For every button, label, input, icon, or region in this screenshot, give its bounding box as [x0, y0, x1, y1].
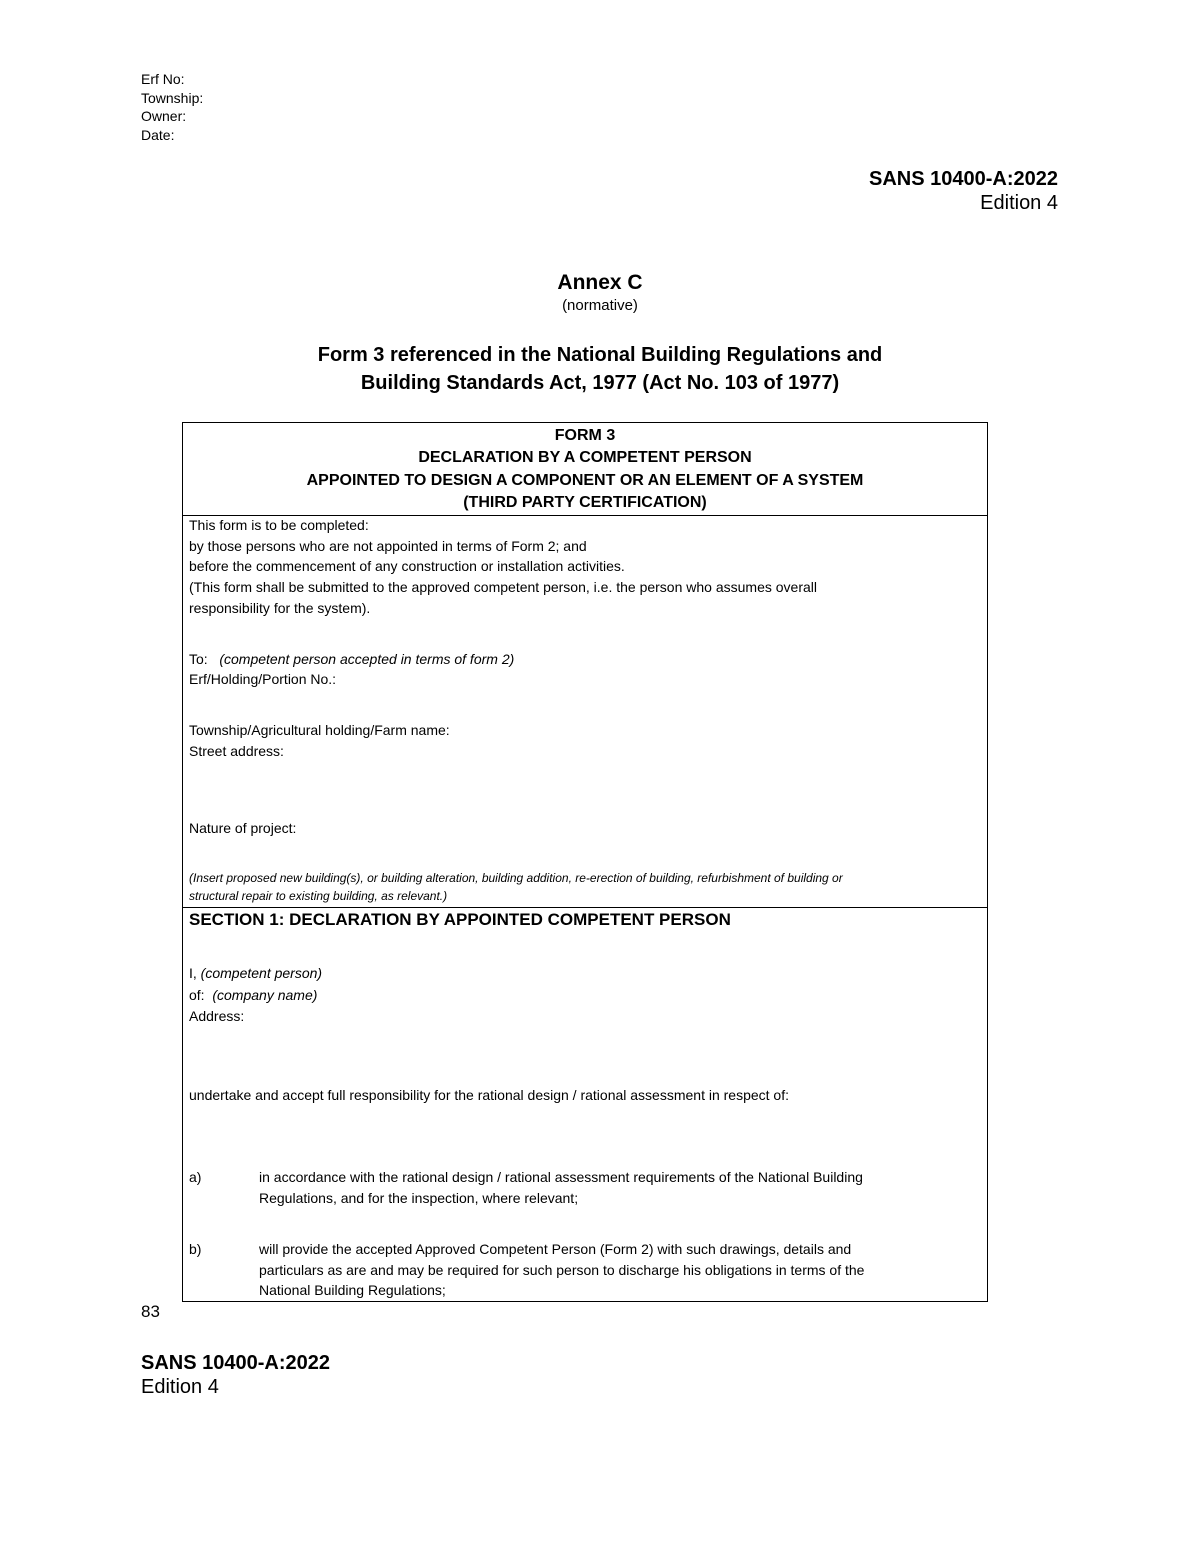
of-label: of: [189, 987, 205, 1003]
to-line [189, 649, 514, 669]
form-box-title-2: DECLARATION BY A COMPETENT PERSON [418, 449, 752, 466]
divider-section-1 [183, 907, 987, 908]
annex-title: Annex C [557, 271, 643, 294]
intro-line-5: responsibility for the system). [189, 600, 371, 616]
form-box-title-1: FORM 3 [554, 427, 616, 444]
page-number: 83 [141, 1302, 160, 1321]
township-label: Township: [141, 90, 204, 106]
of-line [189, 985, 317, 1005]
item-b-line-3: National Building Regulations; [259, 1282, 446, 1298]
nature-of-project-label: Nature of project: [189, 820, 297, 836]
standard-code-top: SANS 10400-A:2022 [869, 168, 1058, 190]
to-label: To: [189, 651, 208, 667]
address-label: Address: [189, 1008, 245, 1024]
form-heading-line-1: Form 3 referenced in the National Building Regulations and [317, 344, 883, 366]
form-box-title-3: APPOINTED TO DESIGN A COMPONENT OR AN ELEMENT OF A SYSTEM [306, 472, 864, 489]
i-line [189, 963, 322, 983]
township-farm-label: Township/Agricultural holding/Farm name: [189, 722, 450, 738]
standard-edition-bottom: Edition 4 [141, 1376, 219, 1398]
owner-label: Owner: [141, 108, 187, 124]
annex-subtitle: (normative) [562, 297, 638, 314]
erf-no-label: Erf No: [141, 71, 185, 87]
item-a-label: a) [189, 1169, 202, 1185]
item-b-line-2: particulars as are and may be required for such person to discharge his obligations in terms of the [259, 1262, 865, 1278]
to-hint: (competent person accepted in terms of form 2) [219, 651, 515, 667]
item-a-line-1: in accordance with the rational design / rational assessment requirements of the National Building [259, 1169, 863, 1185]
form-3-box [182, 422, 988, 1302]
nature-hint-line-2: structural repair to existing building, as relevant.) [189, 889, 448, 903]
intro-line-1: This form is to be completed: [189, 517, 369, 533]
nature-hint-line-1: (Insert proposed new building(s), or building alteration, building addition, re-erection of building, refurbishment of building or [189, 871, 843, 885]
standard-code-bottom: SANS 10400-A:2022 [141, 1352, 330, 1374]
street-address-label: Street address: [189, 743, 284, 759]
section-1-heading: SECTION 1: DECLARATION BY APPOINTED COMPETENT PERSON [189, 910, 731, 929]
item-b-label: b) [189, 1241, 202, 1257]
item-b-line-1: will provide the accepted Approved Competent Person (Form 2) with such drawings, details and [259, 1241, 852, 1257]
intro-line-3: before the commencement of any construction or installation activities. [189, 558, 625, 574]
i-label: I, [189, 965, 197, 981]
standard-edition-top: Edition 4 [980, 192, 1058, 214]
form-heading-line-2: Building Standards Act, 1977 (Act No. 103 of 1977) [360, 372, 840, 394]
date-label: Date: [141, 127, 175, 143]
form-box-title-4: (THIRD PARTY CERTIFICATION) [463, 494, 707, 511]
undertake-statement: undertake and accept full responsibility for the rational design / rational assessment in respect of: [189, 1087, 789, 1103]
i-hint: (competent person) [200, 965, 323, 981]
intro-line-2: by those persons who are not appointed in terms of Form 2; and [189, 538, 587, 554]
erf-holding-label: Erf/Holding/Portion No.: [189, 671, 337, 687]
intro-line-4: (This form shall be submitted to the approved competent person, i.e. the person who assumes overall [189, 579, 817, 595]
of-hint: (company name) [212, 987, 318, 1003]
item-a-line-2: Regulations, and for the inspection, where relevant; [259, 1190, 579, 1206]
